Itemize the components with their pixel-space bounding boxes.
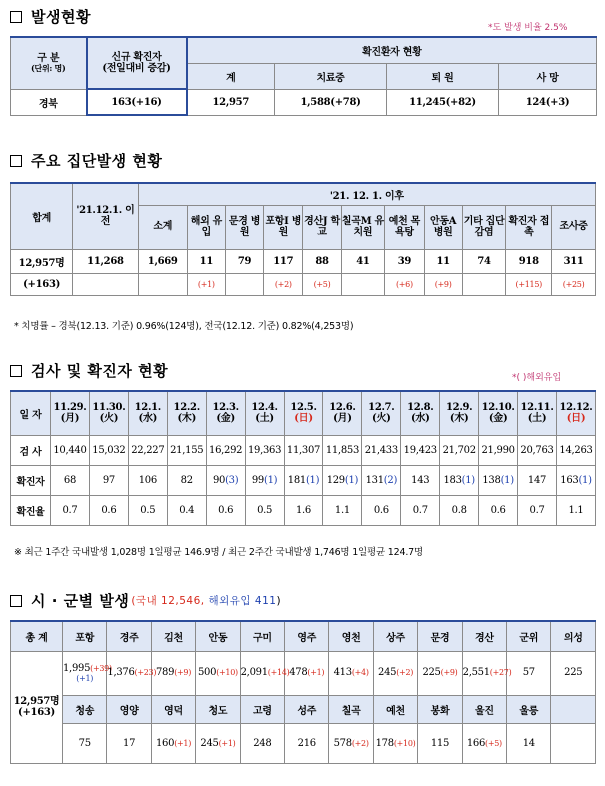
region-value: [551, 651, 596, 695]
date-header: [167, 391, 206, 435]
checkbox-square-icon: [10, 11, 22, 23]
region-name: 경주: [107, 621, 151, 651]
confirmed-import: (1): [461, 474, 475, 486]
cluster-col-header: 해외 유입: [187, 205, 225, 249]
import-note: *( )해외유입: [512, 373, 562, 383]
section-title-regions: [10, 590, 281, 611]
region-value: [151, 651, 195, 695]
test-count: 11,853: [323, 435, 362, 465]
sub-close: ): [276, 595, 282, 607]
day-label: (火): [372, 413, 391, 425]
confirmed-count: [51, 465, 90, 495]
confirmed-import: (3): [225, 474, 239, 486]
cluster-total-delta: (+163): [11, 273, 73, 295]
positivity-rate: 0.6: [89, 495, 128, 525]
cluster-col-header: 예천 목욕탕: [385, 205, 424, 249]
region-value: [151, 723, 195, 763]
region-delta: (+9): [440, 668, 458, 678]
header-treating: 치료중: [275, 63, 387, 89]
confirmed-value: 90: [212, 474, 226, 486]
region-name: 울진: [462, 695, 506, 723]
cluster-delta: (+115): [506, 273, 552, 295]
header-total: 계: [187, 63, 275, 89]
positivity-rate: 0.4: [167, 495, 206, 525]
region-name: 울릉: [507, 695, 551, 723]
date-label: 12.7.: [368, 401, 395, 413]
region-name: 구미: [240, 621, 284, 651]
confirmed-count: [479, 465, 518, 495]
header-date: 일 자: [11, 391, 51, 435]
confirmed-value: 129: [326, 474, 345, 486]
region-empty: [551, 695, 596, 723]
confirmed-import: (1): [578, 474, 592, 486]
positivity-rate: 1.6: [284, 495, 323, 525]
confirmed-value: 82: [180, 474, 193, 486]
region-value: [373, 651, 417, 695]
section-title-text: 검사 및 확진자 현황: [31, 362, 169, 380]
cluster-col-header: 칠곡M 유치원: [341, 205, 385, 249]
header-new-cases: 신규 확진자 (전일대비 증감): [87, 37, 187, 89]
confirmed-import: (1): [264, 474, 278, 486]
pohang-import: (+1): [76, 674, 94, 684]
cluster-col-header: 기타 집단감염: [462, 205, 506, 249]
date-label: 12.3.: [212, 401, 239, 413]
region-value: [63, 651, 112, 695]
tests-table: [10, 390, 596, 526]
region-value: [240, 723, 284, 763]
row-label-tests: 검 사: [11, 435, 51, 465]
confirmed-value: 183: [443, 474, 462, 486]
confirmed-import: (1): [344, 474, 359, 486]
region-name: 영천: [329, 621, 373, 651]
region-count: 115: [430, 737, 450, 749]
region-name: 영주: [285, 621, 329, 651]
date-header: [518, 391, 557, 435]
region-count: 166: [466, 737, 486, 749]
checkbox-square-icon: [10, 365, 22, 377]
test-count: 11,307: [284, 435, 323, 465]
cluster-before-delta: [73, 273, 138, 295]
date-header: [401, 391, 440, 435]
date-label: 11.30.: [92, 401, 126, 413]
test-count: 21,433: [362, 435, 401, 465]
region-name: 영양: [107, 695, 151, 723]
confirmed-value: 147: [527, 474, 547, 486]
date-label: 12.2.: [173, 401, 200, 413]
day-label: (日): [566, 413, 586, 425]
new-cases-cell: 163(+16): [87, 89, 187, 115]
date-label: 12.10.: [481, 401, 515, 413]
date-header: [556, 391, 595, 435]
region-cell: 경북: [11, 89, 87, 115]
confirmed-count: [401, 465, 440, 495]
region-delta: (+9): [174, 668, 192, 678]
day-label: (水): [138, 413, 158, 425]
region-value-line: [107, 667, 157, 679]
cluster-delta: [462, 273, 506, 295]
import-count: 해외유입 411: [208, 595, 277, 607]
region-value: [196, 651, 240, 695]
region-count: 75: [78, 737, 91, 749]
region-delta: (+10): [216, 668, 238, 678]
confirmed-value: 68: [63, 474, 77, 486]
test-count: 22,227: [128, 435, 167, 465]
region-count: 57: [522, 667, 535, 679]
status-table: [10, 36, 597, 116]
cluster-value: 11: [424, 249, 462, 273]
confirmed-count: [323, 465, 362, 495]
cluster-delta: [225, 273, 263, 295]
region-count: 578: [333, 737, 352, 749]
region-delta: (+23): [134, 668, 157, 678]
section-title-tests: [10, 360, 168, 381]
region-name: 예천: [373, 695, 417, 723]
day-label: (日): [294, 413, 313, 425]
region-empty: [551, 723, 596, 763]
section-title-clusters: [10, 150, 162, 171]
date-label: 12.6.: [329, 401, 356, 413]
confirmed-import: (1): [305, 474, 320, 486]
region-name: 문경: [418, 621, 462, 651]
cluster-value: 74: [462, 249, 506, 273]
cluster-delta: [138, 273, 187, 295]
positivity-rate: 0.6: [206, 495, 245, 525]
region-name: 군위: [507, 621, 551, 651]
region-count: 216: [297, 737, 316, 749]
region-value-line: [63, 662, 112, 675]
region-value: [329, 651, 373, 695]
total-cell: 12,957: [187, 89, 275, 115]
cluster-delta: (+25): [552, 273, 596, 295]
confirmed-value: 143: [411, 474, 430, 486]
region-count: 225: [422, 667, 441, 679]
region-name: 상주: [373, 621, 417, 651]
positivity-rate: 0.8: [440, 495, 479, 525]
region-count: 478: [289, 667, 308, 679]
date-header: [284, 391, 323, 435]
treating-cell: 1,588(+78): [275, 89, 387, 115]
date-label: 12.12.: [559, 401, 593, 413]
day-label: (金): [216, 413, 235, 425]
section-title-text: 주요 집단발생 현황: [31, 152, 163, 170]
date-label: 12.4.: [251, 401, 278, 413]
date-header: [245, 391, 284, 435]
region-count: 14: [522, 737, 535, 749]
region-value-line: [374, 667, 417, 679]
region-value: [462, 651, 512, 695]
region-name: 경산: [462, 621, 506, 651]
region-value: [507, 723, 551, 763]
cluster-col-header: 경산J 학교: [303, 205, 341, 249]
day-label: (水): [410, 413, 430, 425]
rate-note: *도 발생 비율 2.5%: [488, 23, 568, 33]
header-recovered: 퇴 원: [387, 63, 499, 89]
region-count: 160: [156, 737, 175, 749]
region-delta: (+39): [90, 663, 112, 673]
date-label: 12.8.: [407, 401, 434, 413]
region-count: 500: [198, 667, 217, 679]
region-value: [63, 723, 107, 763]
region-table: [10, 620, 596, 764]
confirmed-value: 163: [560, 474, 579, 486]
cluster-value: 1,669: [138, 249, 187, 273]
cluster-delta: (+9): [424, 273, 462, 295]
region-value-line: [329, 667, 372, 679]
cluster-value: 41: [341, 249, 385, 273]
cluster-total: 12,957명: [11, 249, 73, 273]
cluster-col-header: 포항I 병원: [264, 205, 303, 249]
cluster-col-header: 문경 병원: [225, 205, 263, 249]
domestic-count: (국내 12,546,: [131, 595, 205, 607]
day-label: (土): [527, 413, 547, 425]
date-header: [89, 391, 128, 435]
test-count: 21,702: [440, 435, 479, 465]
day-label: (月): [333, 413, 352, 425]
region-value: [418, 651, 462, 695]
date-label: 12.11.: [520, 401, 554, 413]
cluster-col-header: 조사중: [552, 205, 596, 249]
region-value: [507, 651, 551, 695]
header-deaths: 사 망: [499, 63, 597, 89]
region-value: [285, 723, 329, 763]
region-delta: (+1): [174, 738, 192, 748]
test-count: 20,763: [518, 435, 557, 465]
confirmed-count: [284, 465, 323, 495]
cluster-value: 79: [225, 249, 263, 273]
region-count: 248: [253, 737, 272, 749]
positivity-rate: 0.6: [479, 495, 518, 525]
date-header: [51, 391, 90, 435]
cluster-before: 11,268: [73, 249, 138, 273]
row-label-confirmed: 확진자: [11, 465, 51, 495]
test-count: 19,423: [401, 435, 440, 465]
day-label: (火): [99, 413, 119, 425]
cluster-col-header: 소계: [138, 205, 187, 249]
region-count: 789: [156, 667, 175, 679]
cluster-delta: (+5): [303, 273, 341, 295]
day-label: (木): [449, 413, 469, 425]
header-before: '21.12.1. 이전: [73, 183, 138, 249]
region-value-line: [240, 667, 290, 679]
region-value-line: [152, 667, 195, 679]
region-delta: (+5): [485, 738, 502, 748]
positivity-rate: 0.7: [518, 495, 557, 525]
region-value: [329, 723, 373, 763]
section-title-text: 시 · 군별 발생: [31, 592, 130, 610]
cluster-delta: [341, 273, 385, 295]
confirmed-count: [128, 465, 167, 495]
region-count: 245: [378, 667, 397, 679]
header-after: '21. 12. 1. 이후: [138, 183, 595, 205]
region-count: 178: [375, 737, 394, 749]
confirmed-count: [556, 465, 595, 495]
region-count: 225: [564, 667, 583, 679]
test-count: 19,363: [245, 435, 284, 465]
region-value-line: [196, 667, 239, 679]
confirmed-value: 99: [251, 474, 264, 486]
date-header: [440, 391, 479, 435]
test-count: 14,263: [556, 435, 595, 465]
test-count: 16,292: [206, 435, 245, 465]
confirmed-value: 106: [138, 474, 157, 486]
checkbox-square-icon: [10, 155, 22, 167]
region-delta: (+1): [307, 668, 325, 678]
region-value: [107, 651, 157, 695]
region-count: 17: [123, 737, 136, 749]
date-header: [206, 391, 245, 435]
region-delta: (+4): [351, 668, 369, 678]
cluster-col-header: 안동A 병원: [424, 205, 462, 249]
test-count: 10,440: [51, 435, 90, 465]
region-name: 김천: [151, 621, 195, 651]
region-delta: (+14): [267, 668, 290, 678]
checkbox-square-icon: [10, 595, 22, 607]
day-label: (木): [177, 413, 197, 425]
positivity-rate: 1.1: [556, 495, 595, 525]
region-count: 1,995: [63, 662, 91, 674]
fatality-note: * 치명률 – 경북(12.13. 기준) 0.96%(124명), 전국(12.12. 기준) 0.82%(4,253명): [14, 321, 354, 332]
region-value: [107, 723, 151, 763]
cluster-value: 117: [264, 249, 303, 273]
confirmed-count: [89, 465, 128, 495]
region-value: [285, 651, 329, 695]
day-label: (月): [60, 413, 80, 425]
test-count: 21,155: [167, 435, 206, 465]
region-value: [240, 651, 290, 695]
region-name: 청송: [63, 695, 107, 723]
header-gubun: 구 분 (단위: 명): [11, 37, 87, 89]
confirmed-value: 131: [365, 474, 384, 486]
date-label: 12.5.: [290, 401, 317, 413]
cluster-value: 11: [187, 249, 225, 273]
region-delta: (+27): [489, 668, 512, 678]
region-value: [462, 723, 506, 763]
day-label: (金): [488, 413, 508, 425]
region-value-line: [462, 667, 512, 679]
cluster-delta: (+1): [187, 273, 225, 295]
region-name: 의성: [551, 621, 596, 651]
day-label: (土): [255, 413, 274, 425]
date-label: 11.29.: [53, 401, 87, 413]
region-name: 청도: [196, 695, 240, 723]
region-count: 2,551: [462, 667, 490, 679]
confirmed-value: 97: [102, 474, 115, 486]
region-delta: (+1): [218, 738, 236, 748]
confirmed-count: [362, 465, 401, 495]
cluster-col-header: 확진자 접 촉: [506, 205, 552, 249]
confirmed-value: 138: [482, 474, 501, 486]
region-name: 포항: [63, 621, 107, 651]
region-delta: (+2): [396, 668, 414, 678]
confirmed-count: [245, 465, 284, 495]
row-label-rate: 확진율: [11, 495, 51, 525]
date-header: [479, 391, 518, 435]
region-value-line: [285, 667, 328, 679]
section-title-status: [10, 6, 91, 27]
cluster-value: 88: [303, 249, 341, 273]
cluster-delta: (+2): [264, 273, 303, 295]
region-value-line: [507, 667, 550, 679]
header-total: 합계: [11, 183, 73, 249]
region-name: 고령: [240, 695, 284, 723]
region-value-line: [551, 667, 595, 679]
cluster-table: [10, 182, 596, 296]
confirmed-import: (2): [383, 474, 398, 486]
positivity-rate: 0.7: [51, 495, 90, 525]
grand-total-cell: 12,957명 (+163): [11, 651, 63, 763]
confirmed-value: 181: [287, 474, 306, 486]
region-name: 성주: [285, 695, 329, 723]
positivity-rate: 0.5: [128, 495, 167, 525]
region-name: 칠곡: [329, 695, 373, 723]
region-delta: (+10): [393, 738, 416, 748]
date-label: 12.9.: [446, 401, 473, 413]
cluster-value: 918: [506, 249, 552, 273]
positivity-rate: 0.5: [245, 495, 284, 525]
recovered-cell: 11,245(+82): [387, 89, 499, 115]
date-header: [128, 391, 167, 435]
section-title-text: 발생현황: [31, 8, 91, 26]
test-count: 21,990: [479, 435, 518, 465]
confirmed-count: [440, 465, 479, 495]
date-header: [362, 391, 401, 435]
deaths-cell: 124(+3): [499, 89, 597, 115]
region-value-line: [418, 667, 461, 679]
positivity-rate: 0.7: [401, 495, 440, 525]
region-delta: (+2): [351, 738, 369, 748]
cluster-delta: (+6): [385, 273, 424, 295]
region-count: 245: [200, 737, 219, 749]
positivity-rate: 1.1: [323, 495, 362, 525]
confirmed-import: (1): [500, 474, 514, 486]
date-label: 12.1.: [134, 401, 161, 413]
test-count: 15,032: [89, 435, 128, 465]
cluster-value: 39: [385, 249, 424, 273]
region-value: [373, 723, 417, 763]
cluster-value: 311: [552, 249, 596, 273]
region-count: 413: [333, 667, 352, 679]
date-header: [323, 391, 362, 435]
header-case-status: 확진환자 현황: [187, 37, 597, 63]
region-count: 2,091: [240, 667, 268, 679]
region-name: 봉화: [418, 695, 462, 723]
region-name: 안동: [196, 621, 240, 651]
header-grand-total: 총 계: [11, 621, 63, 651]
confirmed-count: [518, 465, 557, 495]
region-value: [418, 723, 462, 763]
region-count: 1,376: [107, 667, 135, 679]
confirmed-count: [206, 465, 245, 495]
weekly-note: ※ 최근 1주간 국내발생 1,028명 1일평균 146.9명 / 최근 2주간 국내발생 1,746명 1일평균 124.7명: [14, 547, 423, 558]
positivity-rate: 0.6: [362, 495, 401, 525]
region-value: [196, 723, 240, 763]
confirmed-count: [167, 465, 206, 495]
region-name: 영덕: [151, 695, 195, 723]
